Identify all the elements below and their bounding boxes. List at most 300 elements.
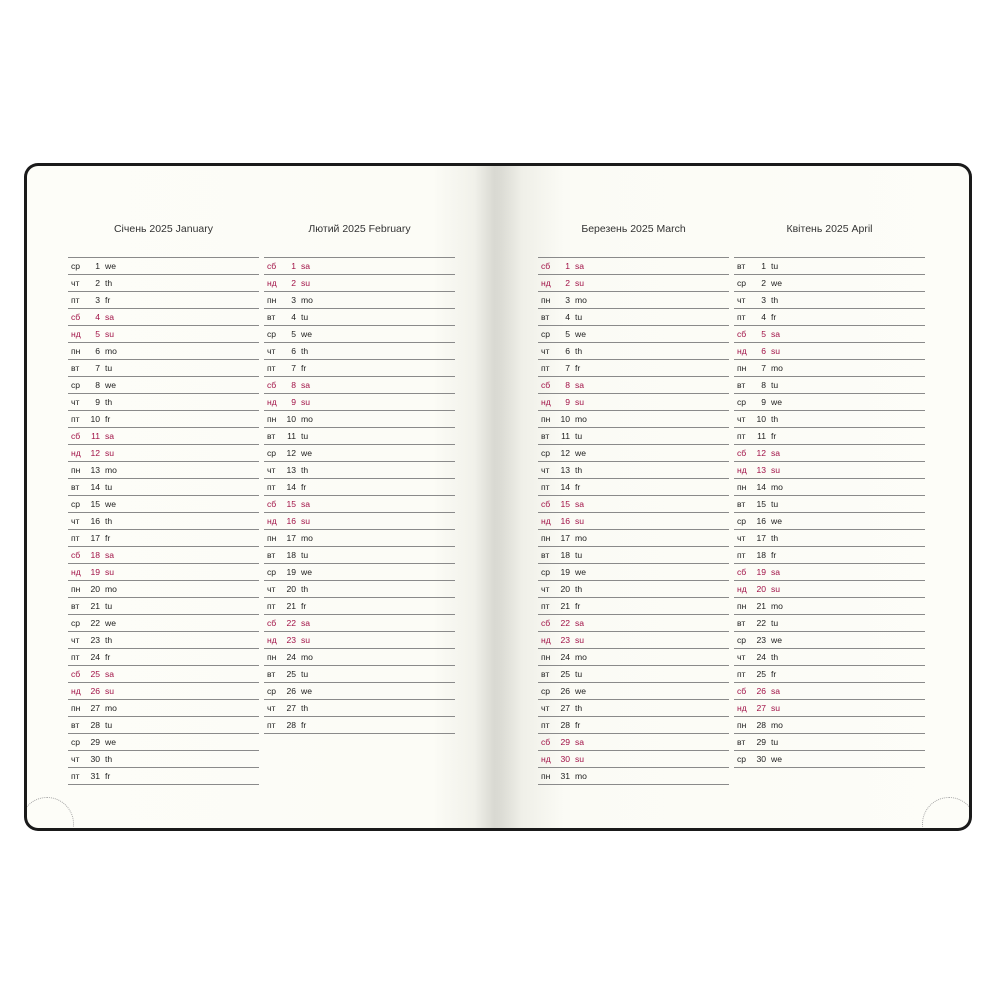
day-number: 22 bbox=[286, 618, 296, 628]
day-row bbox=[538, 598, 729, 615]
weekday-en: mo bbox=[575, 414, 587, 424]
weekday-ua: пт bbox=[267, 363, 276, 373]
weekday-ua: пн bbox=[541, 771, 551, 781]
weekday-en: tu bbox=[771, 499, 779, 509]
weekday-en: sa bbox=[105, 431, 115, 441]
day-number: 1 bbox=[95, 261, 100, 271]
day-row bbox=[538, 768, 729, 785]
day-row bbox=[264, 428, 455, 445]
weekday-ua: ср bbox=[267, 686, 277, 696]
weekday-en: tu bbox=[771, 380, 779, 390]
day-row bbox=[68, 547, 259, 564]
day-number: 11 bbox=[91, 431, 100, 441]
weekday-ua: пн bbox=[267, 533, 277, 543]
day-row bbox=[734, 581, 925, 598]
day-number: 16 bbox=[286, 516, 296, 526]
weekday-ua: сб bbox=[71, 669, 81, 679]
day-number: 24 bbox=[560, 652, 570, 662]
weekday-ua: сб bbox=[541, 261, 551, 271]
weekday-ua: чт bbox=[737, 652, 746, 662]
weekday-en: th bbox=[575, 465, 583, 475]
weekday-ua: чт bbox=[737, 533, 746, 543]
weekday-en: fr bbox=[771, 312, 777, 322]
weekday-ua: чт bbox=[267, 703, 276, 713]
weekday-en: su bbox=[301, 635, 311, 645]
weekday-en: we bbox=[575, 448, 586, 458]
weekday-en: sa bbox=[575, 618, 585, 628]
weekday-en: su bbox=[301, 278, 311, 288]
day-row bbox=[538, 292, 729, 309]
day-row bbox=[734, 275, 925, 292]
weekday-ua: вт bbox=[541, 669, 550, 679]
day-row bbox=[264, 292, 455, 309]
day-number: 6 bbox=[565, 346, 570, 356]
weekday-ua: ср bbox=[267, 448, 277, 458]
weekday-en: th bbox=[105, 754, 113, 764]
day-row bbox=[68, 581, 259, 598]
weekday-en: we bbox=[301, 567, 312, 577]
weekday-en: tu bbox=[105, 601, 113, 611]
day-number: 28 bbox=[90, 720, 100, 730]
day-row bbox=[734, 258, 925, 275]
day-row bbox=[68, 275, 259, 292]
day-row bbox=[734, 632, 925, 649]
day-row bbox=[734, 462, 925, 479]
day-row bbox=[264, 683, 455, 700]
day-row bbox=[734, 360, 925, 377]
day-number: 26 bbox=[90, 686, 100, 696]
day-row bbox=[538, 411, 729, 428]
weekday-ua: пн bbox=[737, 482, 747, 492]
day-number: 28 bbox=[560, 720, 570, 730]
day-row bbox=[734, 445, 925, 462]
day-number: 14 bbox=[560, 482, 570, 492]
day-number: 23 bbox=[90, 635, 100, 645]
weekday-ua: вт bbox=[267, 550, 276, 560]
weekday-en: fr bbox=[105, 414, 111, 424]
day-number: 13 bbox=[90, 465, 100, 475]
weekday-en: sa bbox=[575, 261, 585, 271]
day-row bbox=[68, 700, 259, 717]
day-row bbox=[734, 598, 925, 615]
weekday-en: we bbox=[575, 567, 586, 577]
weekday-ua: нд bbox=[267, 635, 277, 645]
weekday-ua: нд bbox=[267, 516, 277, 526]
weekday-ua: вт bbox=[737, 499, 746, 509]
weekday-en: we bbox=[771, 397, 782, 407]
day-row bbox=[734, 649, 925, 666]
day-number: 27 bbox=[560, 703, 570, 713]
month-title: Березень 2025 March bbox=[581, 223, 686, 235]
day-number: 7 bbox=[761, 363, 766, 373]
day-number: 25 bbox=[286, 669, 296, 679]
weekday-ua: сб bbox=[541, 499, 551, 509]
day-row bbox=[264, 326, 455, 343]
day-number: 22 bbox=[560, 618, 570, 628]
day-list bbox=[734, 257, 925, 768]
weekday-en: tu bbox=[575, 431, 583, 441]
weekday-en: th bbox=[771, 652, 779, 662]
day-list bbox=[68, 257, 259, 785]
weekday-ua: чт bbox=[737, 295, 746, 305]
weekday-ua: ср bbox=[541, 448, 551, 458]
day-row bbox=[68, 377, 259, 394]
day-row bbox=[538, 530, 729, 547]
day-row bbox=[538, 564, 729, 581]
day-list bbox=[538, 257, 729, 785]
day-row bbox=[538, 581, 729, 598]
day-number: 20 bbox=[560, 584, 570, 594]
weekday-ua: вт bbox=[737, 737, 746, 747]
day-number: 6 bbox=[95, 346, 100, 356]
day-row bbox=[538, 734, 729, 751]
day-number: 8 bbox=[761, 380, 766, 390]
weekday-en: su bbox=[771, 703, 781, 713]
day-number: 17 bbox=[560, 533, 570, 543]
weekday-en: we bbox=[771, 635, 782, 645]
day-row bbox=[734, 343, 925, 360]
day-number: 14 bbox=[756, 482, 766, 492]
day-row bbox=[264, 700, 455, 717]
weekday-ua: чт bbox=[541, 584, 550, 594]
weekday-en: sa bbox=[771, 329, 781, 339]
day-number: 13 bbox=[756, 465, 766, 475]
weekday-en: mo bbox=[771, 601, 783, 611]
weekday-ua: пн bbox=[71, 703, 81, 713]
weekday-en: su bbox=[575, 635, 585, 645]
weekday-ua: нд bbox=[541, 278, 551, 288]
weekday-en: fr bbox=[301, 482, 307, 492]
weekday-ua: пн bbox=[541, 652, 551, 662]
weekday-en: th bbox=[105, 397, 113, 407]
day-number: 21 bbox=[286, 601, 296, 611]
day-number: 20 bbox=[90, 584, 100, 594]
weekday-en: mo bbox=[771, 363, 783, 373]
day-row bbox=[734, 428, 925, 445]
weekday-en: su bbox=[105, 567, 115, 577]
day-number: 18 bbox=[90, 550, 100, 560]
weekday-en: th bbox=[105, 516, 113, 526]
day-number: 31 bbox=[90, 771, 100, 781]
weekday-ua: нд bbox=[71, 448, 81, 458]
weekday-ua: чт bbox=[541, 346, 550, 356]
weekday-en: th bbox=[575, 703, 583, 713]
day-row bbox=[538, 496, 729, 513]
day-row bbox=[264, 666, 455, 683]
day-row bbox=[68, 564, 259, 581]
day-number: 2 bbox=[291, 278, 296, 288]
weekday-ua: вт bbox=[71, 720, 80, 730]
weekday-ua: пн bbox=[541, 533, 551, 543]
weekday-ua: сб bbox=[267, 618, 277, 628]
day-row bbox=[734, 666, 925, 683]
day-row bbox=[538, 377, 729, 394]
weekday-en: sa bbox=[105, 550, 115, 560]
weekday-en: fr bbox=[771, 669, 777, 679]
day-row bbox=[264, 496, 455, 513]
day-row bbox=[68, 632, 259, 649]
day-number: 11 bbox=[757, 431, 766, 441]
day-list bbox=[264, 257, 455, 734]
weekday-ua: ср bbox=[737, 278, 747, 288]
day-number: 17 bbox=[90, 533, 100, 543]
day-number: 20 bbox=[756, 584, 766, 594]
weekday-ua: пн bbox=[737, 601, 747, 611]
weekday-en: su bbox=[105, 448, 115, 458]
weekday-en: mo bbox=[301, 295, 313, 305]
day-row bbox=[734, 479, 925, 496]
day-number: 3 bbox=[95, 295, 100, 305]
weekday-en: we bbox=[105, 380, 116, 390]
day-row bbox=[264, 530, 455, 547]
weekday-ua: вт bbox=[71, 363, 80, 373]
day-number: 17 bbox=[756, 533, 766, 543]
weekday-ua: сб bbox=[737, 448, 747, 458]
weekday-en: tu bbox=[301, 550, 309, 560]
weekday-ua: нд bbox=[71, 329, 81, 339]
day-number: 6 bbox=[291, 346, 296, 356]
weekday-ua: вт bbox=[737, 618, 746, 628]
day-row bbox=[734, 309, 925, 326]
day-number: 14 bbox=[90, 482, 100, 492]
weekday-ua: пт bbox=[541, 601, 550, 611]
day-number: 5 bbox=[761, 329, 766, 339]
day-row bbox=[68, 479, 259, 496]
weekday-en: mo bbox=[301, 652, 313, 662]
day-number: 20 bbox=[286, 584, 296, 594]
month-title: Січень 2025 January bbox=[113, 223, 214, 235]
day-row bbox=[538, 479, 729, 496]
weekday-ua: сб bbox=[71, 431, 81, 441]
weekday-ua: чт bbox=[71, 278, 80, 288]
day-number: 19 bbox=[286, 567, 296, 577]
day-number: 3 bbox=[291, 295, 296, 305]
day-row bbox=[734, 326, 925, 343]
weekday-en: fr bbox=[105, 652, 111, 662]
day-number: 29 bbox=[560, 737, 570, 747]
weekday-en: sa bbox=[105, 669, 115, 679]
weekday-ua: пт bbox=[737, 550, 746, 560]
day-number: 22 bbox=[90, 618, 100, 628]
weekday-ua: нд bbox=[541, 635, 551, 645]
day-number: 28 bbox=[756, 720, 766, 730]
weekday-ua: сб bbox=[737, 329, 747, 339]
day-number: 19 bbox=[756, 567, 766, 577]
weekday-en: we bbox=[575, 686, 586, 696]
day-number: 14 bbox=[286, 482, 296, 492]
weekday-ua: чт bbox=[71, 516, 80, 526]
weekday-en: we bbox=[301, 329, 312, 339]
weekday-en: fr bbox=[105, 771, 111, 781]
weekday-ua: ср bbox=[71, 618, 81, 628]
day-row bbox=[264, 462, 455, 479]
weekday-en: su bbox=[301, 397, 311, 407]
weekday-ua: ср bbox=[267, 329, 277, 339]
day-row bbox=[68, 428, 259, 445]
weekday-en: su bbox=[105, 329, 115, 339]
weekday-en: su bbox=[575, 754, 585, 764]
day-row bbox=[538, 717, 729, 734]
day-row bbox=[538, 632, 729, 649]
weekday-en: sa bbox=[771, 567, 781, 577]
weekday-en: sa bbox=[575, 499, 585, 509]
day-number: 25 bbox=[90, 669, 100, 679]
weekday-ua: чт bbox=[541, 703, 550, 713]
day-number: 11 bbox=[287, 431, 296, 441]
day-number: 17 bbox=[286, 533, 296, 543]
day-number: 1 bbox=[565, 261, 570, 271]
day-row bbox=[734, 530, 925, 547]
weekday-ua: сб bbox=[267, 380, 277, 390]
day-row bbox=[734, 411, 925, 428]
day-number: 24 bbox=[286, 652, 296, 662]
weekday-en: we bbox=[105, 737, 116, 747]
day-number: 4 bbox=[565, 312, 570, 322]
weekday-en: we bbox=[105, 499, 116, 509]
day-number: 30 bbox=[90, 754, 100, 764]
weekday-ua: нд bbox=[71, 686, 81, 696]
weekday-ua: ср bbox=[541, 686, 551, 696]
day-row bbox=[734, 394, 925, 411]
day-row bbox=[538, 547, 729, 564]
weekday-en: tu bbox=[575, 312, 583, 322]
weekday-ua: пн bbox=[737, 720, 747, 730]
day-number: 12 bbox=[756, 448, 766, 458]
day-number: 16 bbox=[560, 516, 570, 526]
month-title: Лютий 2025 February bbox=[308, 223, 411, 235]
weekday-en: we bbox=[301, 686, 312, 696]
weekday-en: sa bbox=[575, 380, 585, 390]
day-number: 19 bbox=[560, 567, 570, 577]
weekday-en: tu bbox=[771, 261, 779, 271]
day-row bbox=[68, 717, 259, 734]
weekday-en: fr bbox=[575, 601, 581, 611]
weekday-ua: чт bbox=[267, 465, 276, 475]
day-row bbox=[734, 700, 925, 717]
day-row bbox=[264, 564, 455, 581]
weekday-ua: пн bbox=[71, 465, 81, 475]
weekday-ua: сб bbox=[541, 737, 551, 747]
weekday-ua: ср bbox=[541, 567, 551, 577]
day-number: 22 bbox=[756, 618, 766, 628]
day-number: 21 bbox=[90, 601, 100, 611]
day-number: 27 bbox=[286, 703, 296, 713]
day-number: 8 bbox=[291, 380, 296, 390]
day-row bbox=[68, 598, 259, 615]
day-number: 19 bbox=[90, 567, 100, 577]
weekday-en: sa bbox=[575, 737, 585, 747]
day-number: 8 bbox=[565, 380, 570, 390]
weekday-en: th bbox=[771, 533, 779, 543]
day-row bbox=[264, 479, 455, 496]
weekday-ua: чт bbox=[71, 635, 80, 645]
day-number: 6 bbox=[761, 346, 766, 356]
weekday-ua: пт bbox=[71, 771, 80, 781]
day-number: 23 bbox=[286, 635, 296, 645]
day-row bbox=[734, 292, 925, 309]
day-row bbox=[538, 666, 729, 683]
day-number: 5 bbox=[291, 329, 296, 339]
weekday-ua: пт bbox=[541, 720, 550, 730]
day-row bbox=[264, 547, 455, 564]
day-number: 2 bbox=[761, 278, 766, 288]
weekday-ua: нд bbox=[737, 346, 747, 356]
weekday-en: sa bbox=[301, 618, 311, 628]
weekday-en: mo bbox=[575, 771, 587, 781]
weekday-ua: вт bbox=[541, 550, 550, 560]
weekday-ua: вт bbox=[737, 380, 746, 390]
weekday-ua: сб bbox=[71, 312, 81, 322]
day-row bbox=[68, 258, 259, 275]
weekday-en: th bbox=[771, 295, 779, 305]
day-number: 24 bbox=[90, 652, 100, 662]
day-number: 15 bbox=[90, 499, 100, 509]
day-number: 10 bbox=[286, 414, 296, 424]
day-number: 9 bbox=[565, 397, 570, 407]
weekday-en: mo bbox=[105, 584, 117, 594]
day-number: 4 bbox=[761, 312, 766, 322]
weekday-ua: пт bbox=[71, 295, 80, 305]
day-row bbox=[68, 360, 259, 377]
day-row bbox=[264, 360, 455, 377]
day-row bbox=[538, 309, 729, 326]
weekday-ua: ср bbox=[71, 261, 81, 271]
weekday-en: we bbox=[105, 618, 116, 628]
weekday-en: su bbox=[771, 346, 781, 356]
weekday-en: fr bbox=[771, 431, 777, 441]
weekday-en: mo bbox=[105, 703, 117, 713]
weekday-ua: пт bbox=[267, 482, 276, 492]
day-number: 12 bbox=[90, 448, 100, 458]
day-number: 30 bbox=[756, 754, 766, 764]
day-number: 18 bbox=[560, 550, 570, 560]
weekday-en: tu bbox=[105, 363, 113, 373]
weekday-en: tu bbox=[575, 550, 583, 560]
weekday-en: fr bbox=[301, 720, 307, 730]
day-row bbox=[734, 377, 925, 394]
planner-spread bbox=[27, 166, 969, 828]
weekday-ua: пн bbox=[541, 414, 551, 424]
day-row bbox=[538, 751, 729, 768]
weekday-ua: пн bbox=[71, 584, 81, 594]
day-row bbox=[68, 615, 259, 632]
day-row bbox=[264, 445, 455, 462]
day-row bbox=[68, 649, 259, 666]
weekday-ua: чт bbox=[267, 584, 276, 594]
day-number: 8 bbox=[95, 380, 100, 390]
day-row bbox=[264, 632, 455, 649]
weekday-ua: нд bbox=[541, 397, 551, 407]
day-number: 3 bbox=[761, 295, 766, 305]
weekday-en: sa bbox=[301, 261, 311, 271]
page-corner-decoration-left bbox=[27, 797, 74, 828]
weekday-ua: нд bbox=[737, 703, 747, 713]
weekday-en: sa bbox=[301, 499, 311, 509]
weekday-en: su bbox=[771, 465, 781, 475]
day-row bbox=[68, 734, 259, 751]
weekday-en: we bbox=[575, 329, 586, 339]
weekday-en: mo bbox=[105, 346, 117, 356]
weekday-ua: нд bbox=[267, 278, 277, 288]
weekday-en: fr bbox=[105, 533, 111, 543]
weekday-en: tu bbox=[575, 669, 583, 679]
day-row bbox=[538, 258, 729, 275]
day-row bbox=[68, 445, 259, 462]
day-number: 15 bbox=[756, 499, 766, 509]
weekday-ua: пн bbox=[71, 346, 81, 356]
day-row bbox=[734, 513, 925, 530]
day-row bbox=[538, 462, 729, 479]
